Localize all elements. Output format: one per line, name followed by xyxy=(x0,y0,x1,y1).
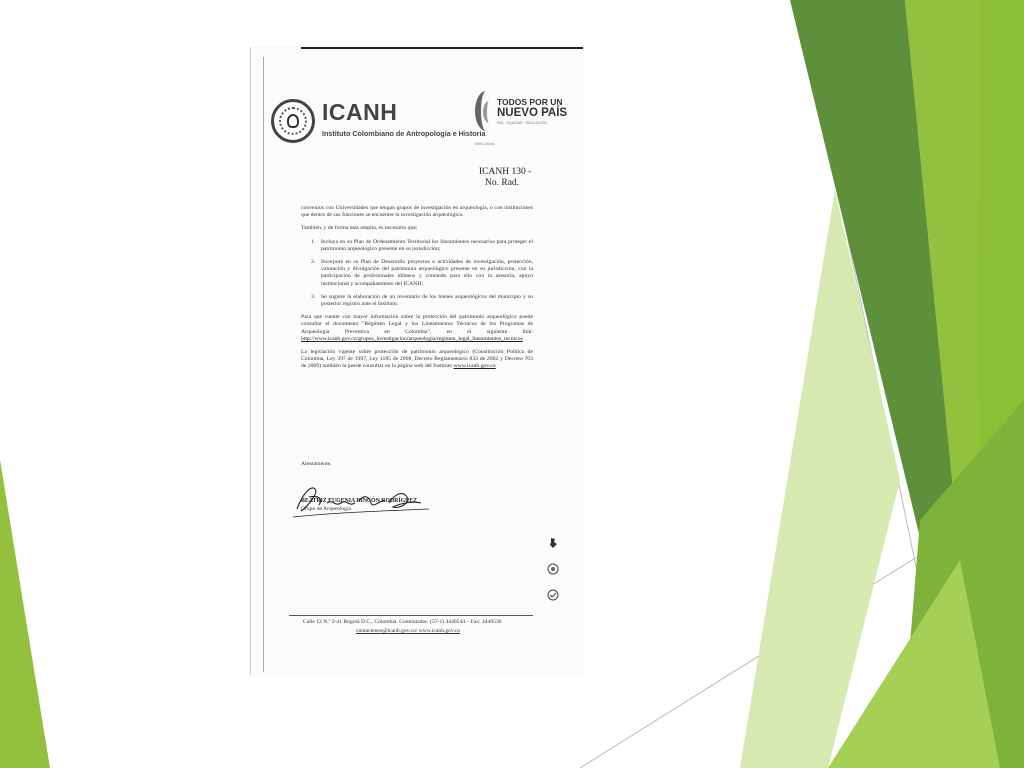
gov-logo-line3: PAZ · EQUIDAD · EDUCACIÓN xyxy=(497,121,547,125)
list-item xyxy=(311,294,533,308)
certification-seal-icon xyxy=(547,563,559,575)
scan-top-edge xyxy=(301,47,583,49)
footer-address: Calle 12 N.º 2-41 Bogotá D.C., Colombia. Conmutador: (57-1) 4440544 – Fax: 4440530 xyxy=(303,619,502,625)
list-item xyxy=(311,239,533,253)
icanh-website-link[interactable]: www.icanh.gov.co xyxy=(453,363,496,370)
gov-logo-line2: NUEVO PAÍS xyxy=(497,107,568,119)
government-logo xyxy=(475,87,568,147)
reference-rad: No. Rad. xyxy=(485,178,520,188)
icanh-seal-logo xyxy=(271,99,315,143)
paragraph-4 xyxy=(301,349,533,371)
list-item-text: Se sugiere la elaboración de un inventario de los bienes arqueológicos del municipio y su posterior registro ante el Instituto. xyxy=(321,293,533,308)
reference-code: ICANH 130 - xyxy=(479,167,532,177)
list-item-text: Incluya en su Plan de Ordenamiento Territorial los lineamientos necesarios para proteger el patrimonio arqueológico presente en su jurisdicción; xyxy=(321,238,533,252)
scan-left-edge xyxy=(263,57,264,672)
paragraph-3-text: Para que cuente con mayor información sobre la protección del patrimonio arqueológico puede consultar el documento "Régimen Legal y los Lineamientos Técnicos de los Programas de Arqueología Preventiva en Colombia", en el siguiente link: xyxy=(301,314,533,335)
list-item-number: 2. xyxy=(311,259,316,266)
paragraph-2: También, y de forma más amplia, es necesario que: xyxy=(301,225,418,232)
list-item-number: 1. xyxy=(311,238,316,245)
list-item-text: Incorpore en su Plan de Desarrollo proyectos o actividades de investigación, protección, valoración y divulgación del patrimonio arqueológico presente en su jurisdicción, con la participación de profesionales idóneos y contando para ello con la asesoría, apoyo institucional y acompañamiento del ICANH; xyxy=(321,259,533,287)
signer-name: BEATRIZ EUGENIA RINCÓN RODRÍGUEZ xyxy=(301,498,418,504)
list-item xyxy=(311,259,533,288)
colombia-map-icon xyxy=(547,537,559,549)
reference-block xyxy=(479,167,531,189)
letter-body xyxy=(301,205,533,377)
org-name: Instituto Colombiano de Antropología e Historia xyxy=(322,129,486,138)
regimen-legal-link[interactable]: http://www.icanh.gov.co/grupos_investigacion/arqueologia/regimen_legal_lineamientos_tecnicos xyxy=(301,335,523,342)
paragraph-3 xyxy=(301,314,533,343)
paragraph-4-text: La legislación vigente sobre protección de patrimonio arqueológico (Constitución Política de Colombia, Ley 397 de 1997, Ley 1185 de 2008, Decreto Reglamentario 833 de 2002 y Decreto 763 de 2009) también la puede consultar en la página web del Instituto xyxy=(301,349,533,370)
quality-seal-icon xyxy=(547,589,559,601)
scanned-letter xyxy=(250,47,583,675)
footer-contact[interactable]: contactenos@icanh.gov.co/ www.icanh.gov.co xyxy=(356,628,461,634)
gov-logo-line1: TODOS POR UN xyxy=(497,97,563,107)
gov-logo-line4: MinCultura xyxy=(475,141,495,146)
footer-divider xyxy=(289,615,533,616)
paragraph-1: convenios con Universidades que tengan grupos de investigación en arqueología, o con instituciones que dentro de sus funciones se encuentre la investigación arqueológica. xyxy=(301,205,533,219)
left-green-wedge xyxy=(0,460,50,768)
list-item-number: 3. xyxy=(311,293,316,300)
org-acronym: ICANH xyxy=(322,99,398,125)
closing-salutation: Atentamente, xyxy=(301,461,332,467)
signer-role: Grupo de Arqueología xyxy=(301,506,352,512)
